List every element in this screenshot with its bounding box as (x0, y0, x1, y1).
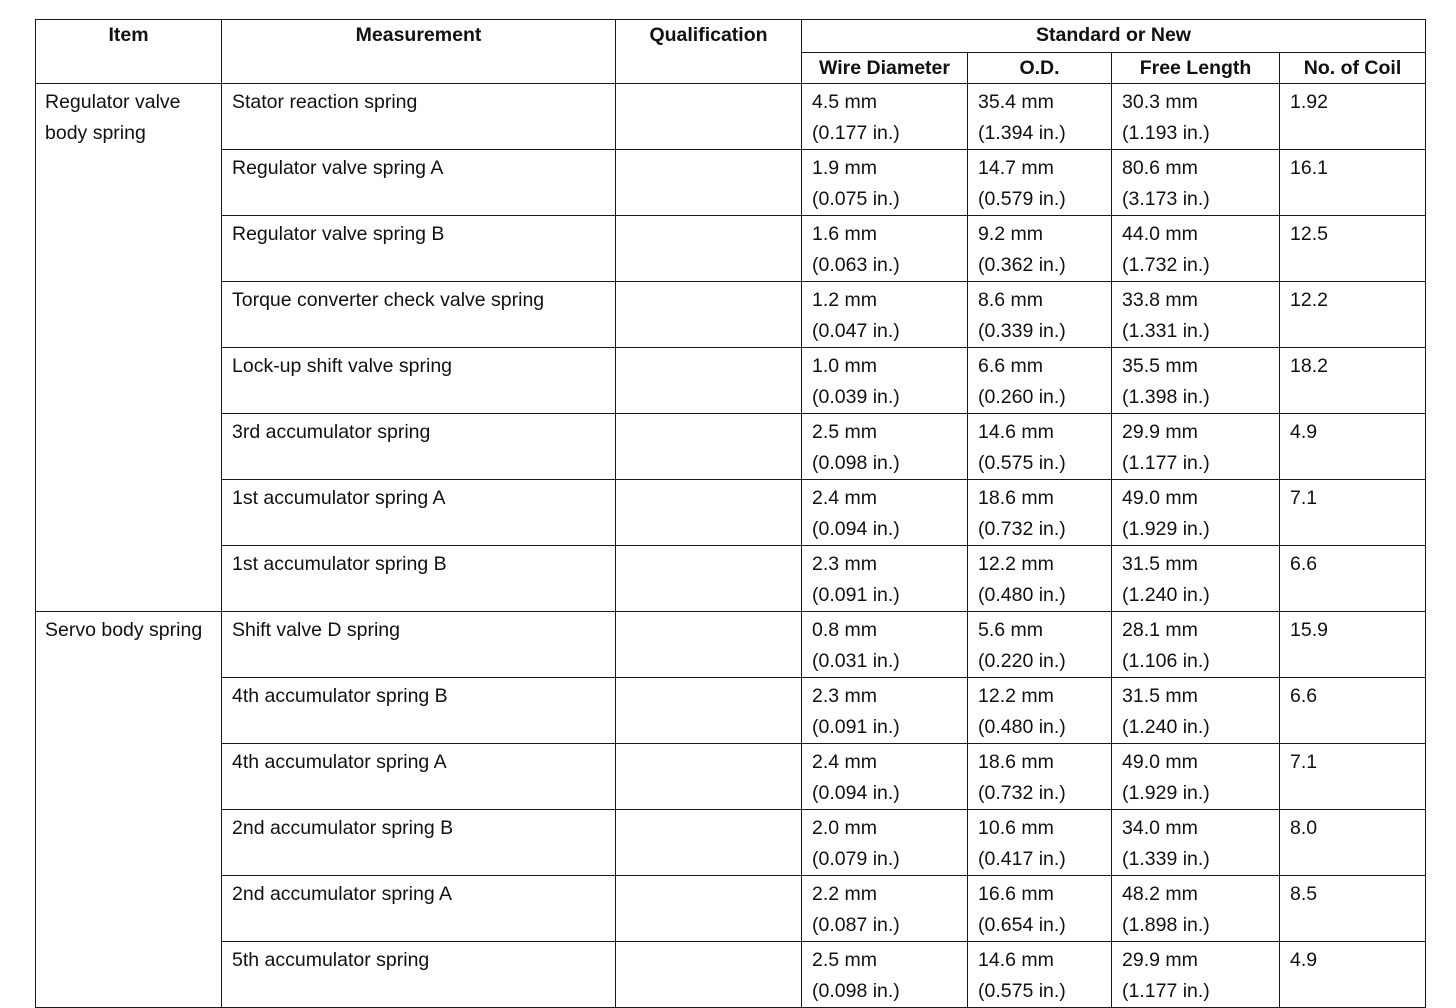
od-cell (968, 942, 1112, 1008)
wire-diameter-in: (0.098 in.) (812, 980, 900, 1002)
free-length-mm: 44.0 mm (1122, 223, 1198, 245)
free-length-mm: 29.9 mm (1122, 949, 1198, 971)
qualification-value (616, 876, 801, 879)
wire-diameter-mm: 4.5 mm (812, 91, 878, 113)
wire-diameter-cell (802, 84, 968, 150)
qualification-cell (616, 876, 802, 942)
qualification-cell (616, 84, 802, 150)
coil-value: 1.92 (1290, 91, 1328, 113)
table-row (36, 480, 1426, 546)
measurement-cell (222, 942, 616, 1008)
od-mm: 5.6 mm (978, 619, 1044, 641)
coil-value: 16.1 (1290, 157, 1328, 179)
measurement-label: Regulator valve spring A (232, 157, 444, 179)
free-length-cell (1112, 480, 1280, 546)
wire-diameter-in: (0.047 in.) (812, 320, 900, 342)
free-length-cell (1112, 744, 1280, 810)
free-length-mm: 29.9 mm (1122, 421, 1198, 443)
coil-value: 7.1 (1290, 751, 1318, 773)
od-cell (968, 744, 1112, 810)
wire-diameter-mm: 2.3 mm (812, 685, 878, 707)
free-length-in: (1.732 in.) (1122, 254, 1210, 276)
wire-diameter-cell (802, 216, 968, 282)
wire-diameter-cell (802, 612, 968, 678)
free-length-mm: 34.0 mm (1122, 817, 1198, 839)
header-free-length: Free Length (1112, 53, 1280, 84)
measurement-cell (222, 876, 616, 942)
od-cell (968, 414, 1112, 480)
measurement-label: Lock-up shift valve spring (232, 355, 453, 377)
measurement-label: 1st accumulator spring B (232, 553, 447, 575)
free-length-mm: 31.5 mm (1122, 553, 1198, 575)
free-length-in: (1.898 in.) (1122, 914, 1210, 936)
qualification-cell (616, 216, 802, 282)
wire-diameter-mm: 2.5 mm (812, 949, 878, 971)
wire-diameter-mm: 1.2 mm (812, 289, 878, 311)
qualification-value (616, 678, 801, 681)
measurement-cell (222, 348, 616, 414)
wire-diameter-mm: 2.0 mm (812, 817, 878, 839)
wire-diameter-cell (802, 282, 968, 348)
table-body (36, 84, 1426, 1008)
free-length-mm: 30.3 mm (1122, 91, 1198, 113)
free-length-in: (1.193 in.) (1122, 122, 1210, 144)
wire-diameter-mm: 2.2 mm (812, 883, 878, 905)
table-row (36, 942, 1426, 1008)
coil-cell (1280, 216, 1426, 282)
qualification-cell (616, 150, 802, 216)
wire-diameter-in: (0.091 in.) (812, 584, 900, 606)
wire-diameter-in: (0.094 in.) (812, 518, 900, 540)
od-in: (0.480 in.) (978, 584, 1066, 606)
wire-diameter-mm: 2.3 mm (812, 553, 878, 575)
measurement-label: Shift valve D spring (232, 619, 400, 641)
free-length-in: (1.106 in.) (1122, 650, 1210, 672)
qualification-value (616, 810, 801, 813)
od-mm: 14.7 mm (978, 157, 1054, 179)
od-cell (968, 348, 1112, 414)
coil-cell (1280, 942, 1426, 1008)
header-item: Item (36, 20, 222, 84)
measurement-label: 4th accumulator spring A (232, 751, 447, 773)
free-length-in: (1.177 in.) (1122, 452, 1210, 474)
table-header (36, 20, 1426, 84)
coil-cell (1280, 546, 1426, 612)
od-mm: 12.2 mm (978, 553, 1054, 575)
coil-cell (1280, 84, 1426, 150)
qualification-cell (616, 480, 802, 546)
qualification-cell (616, 414, 802, 480)
free-length-cell (1112, 84, 1280, 150)
od-cell (968, 480, 1112, 546)
od-mm: 18.6 mm (978, 751, 1054, 773)
wire-diameter-in: (0.031 in.) (812, 650, 900, 672)
measurement-cell (222, 612, 616, 678)
qualification-value (616, 282, 801, 285)
free-length-cell (1112, 216, 1280, 282)
qualification-value (616, 150, 801, 153)
od-mm: 10.6 mm (978, 817, 1054, 839)
wire-diameter-mm: 2.4 mm (812, 751, 878, 773)
coil-cell (1280, 810, 1426, 876)
free-length-in: (1.929 in.) (1122, 518, 1210, 540)
wire-diameter-cell (802, 744, 968, 810)
free-length-cell (1112, 414, 1280, 480)
measurement-cell (222, 282, 616, 348)
qualification-value (616, 612, 801, 615)
table-row (36, 216, 1426, 282)
header-qualification: Qualification (616, 20, 802, 84)
coil-cell (1280, 678, 1426, 744)
header-wire-diameter: Wire Diameter (802, 53, 968, 84)
coil-cell (1280, 744, 1426, 810)
wire-diameter-in: (0.063 in.) (812, 254, 900, 276)
qualification-value (616, 480, 801, 483)
od-in: (0.575 in.) (978, 452, 1066, 474)
wire-diameter-mm: 2.4 mm (812, 487, 878, 509)
od-mm: 18.6 mm (978, 487, 1054, 509)
wire-diameter-mm: 1.6 mm (812, 223, 878, 245)
od-in: (0.220 in.) (978, 650, 1066, 672)
qualification-cell (616, 282, 802, 348)
measurement-cell (222, 744, 616, 810)
od-mm: 14.6 mm (978, 421, 1054, 443)
free-length-in: (1.398 in.) (1122, 386, 1210, 408)
header-od: O.D. (968, 53, 1112, 84)
table-row (36, 876, 1426, 942)
coil-value: 7.1 (1290, 487, 1318, 509)
free-length-cell (1112, 810, 1280, 876)
free-length-mm: 49.0 mm (1122, 751, 1198, 773)
wire-diameter-in: (0.087 in.) (812, 914, 900, 936)
wire-diameter-cell (802, 480, 968, 546)
od-mm: 16.6 mm (978, 883, 1054, 905)
qualification-cell (616, 810, 802, 876)
free-length-in: (1.177 in.) (1122, 980, 1210, 1002)
free-length-cell (1112, 282, 1280, 348)
wire-diameter-mm: 0.8 mm (812, 619, 878, 641)
od-in: (1.394 in.) (978, 122, 1066, 144)
od-mm: 9.2 mm (978, 223, 1044, 245)
coil-value: 4.9 (1290, 949, 1318, 971)
item-label: Servo body spring (45, 619, 203, 641)
qualification-value (616, 84, 801, 87)
free-length-cell (1112, 678, 1280, 744)
wire-diameter-in: (0.177 in.) (812, 122, 900, 144)
measurement-cell (222, 414, 616, 480)
coil-value: 8.5 (1290, 883, 1318, 905)
od-cell (968, 612, 1112, 678)
measurement-label: 5th accumulator spring (232, 949, 430, 971)
coil-cell (1280, 414, 1426, 480)
wire-diameter-in: (0.079 in.) (812, 848, 900, 870)
free-length-cell (1112, 612, 1280, 678)
wire-diameter-in: (0.091 in.) (812, 716, 900, 738)
free-length-mm: 48.2 mm (1122, 883, 1198, 905)
measurement-cell (222, 480, 616, 546)
table-row (36, 348, 1426, 414)
od-cell (968, 84, 1112, 150)
od-cell (968, 282, 1112, 348)
free-length-mm: 35.5 mm (1122, 355, 1198, 377)
qualification-cell (616, 942, 802, 1008)
wire-diameter-in: (0.094 in.) (812, 782, 900, 804)
qualification-value (616, 744, 801, 747)
measurement-cell (222, 84, 616, 150)
table-row (36, 744, 1426, 810)
free-length-in: (3.173 in.) (1122, 188, 1210, 210)
free-length-in: (1.240 in.) (1122, 584, 1210, 606)
measurement-cell (222, 150, 616, 216)
coil-value: 15.9 (1290, 619, 1328, 641)
free-length-mm: 28.1 mm (1122, 619, 1198, 641)
free-length-cell (1112, 546, 1280, 612)
od-cell (968, 810, 1112, 876)
od-mm: 6.6 mm (978, 355, 1044, 377)
measurement-label: 4th accumulator spring B (232, 685, 448, 707)
od-in: (0.575 in.) (978, 980, 1066, 1002)
wire-diameter-cell (802, 150, 968, 216)
wire-diameter-mm: 1.9 mm (812, 157, 878, 179)
measurement-cell (222, 678, 616, 744)
measurement-label: 2nd accumulator spring A (232, 883, 453, 905)
od-in: (0.654 in.) (978, 914, 1066, 936)
qualification-cell (616, 612, 802, 678)
od-cell (968, 150, 1112, 216)
measurement-cell (222, 810, 616, 876)
table-row (36, 150, 1426, 216)
od-mm: 35.4 mm (978, 91, 1054, 113)
od-mm: 14.6 mm (978, 949, 1054, 971)
od-in: (0.732 in.) (978, 782, 1066, 804)
free-length-mm: 80.6 mm (1122, 157, 1198, 179)
free-length-in: (1.339 in.) (1122, 848, 1210, 870)
wire-diameter-mm: 1.0 mm (812, 355, 878, 377)
qualification-value (616, 414, 801, 417)
spring-spec-table (35, 19, 1426, 1008)
measurement-label: Torque converter check valve spring (232, 289, 545, 311)
coil-value: 6.6 (1290, 553, 1318, 575)
wire-diameter-cell (802, 678, 968, 744)
od-cell (968, 216, 1112, 282)
free-length-cell (1112, 150, 1280, 216)
free-length-mm: 49.0 mm (1122, 487, 1198, 509)
free-length-in: (1.929 in.) (1122, 782, 1210, 804)
table-row (36, 612, 1426, 678)
wire-diameter-cell (802, 414, 968, 480)
free-length-cell (1112, 348, 1280, 414)
measurement-label: 3rd accumulator spring (232, 421, 431, 443)
table-row (36, 414, 1426, 480)
od-mm: 8.6 mm (978, 289, 1044, 311)
header-measurement: Measurement (222, 20, 616, 84)
wire-diameter-in: (0.098 in.) (812, 452, 900, 474)
coil-cell (1280, 876, 1426, 942)
coil-cell (1280, 348, 1426, 414)
measurement-cell (222, 216, 616, 282)
qualification-cell (616, 744, 802, 810)
free-length-cell (1112, 876, 1280, 942)
qualification-cell (616, 546, 802, 612)
coil-value: 4.9 (1290, 421, 1318, 443)
wire-diameter-cell (802, 876, 968, 942)
od-in: (0.480 in.) (978, 716, 1066, 738)
od-in: (0.339 in.) (978, 320, 1066, 342)
free-length-mm: 31.5 mm (1122, 685, 1198, 707)
qualification-value (616, 216, 801, 219)
table-row (36, 84, 1426, 150)
wire-diameter-cell (802, 942, 968, 1008)
qualification-cell (616, 678, 802, 744)
measurement-label: Stator reaction spring (232, 91, 418, 113)
wire-diameter-cell (802, 348, 968, 414)
measurement-label: 1st accumulator spring A (232, 487, 446, 509)
coil-value: 8.0 (1290, 817, 1318, 839)
wire-diameter-in: (0.039 in.) (812, 386, 900, 408)
table-row (36, 282, 1426, 348)
od-in: (0.260 in.) (978, 386, 1066, 408)
coil-value: 12.2 (1290, 289, 1328, 311)
free-length-in: (1.331 in.) (1122, 320, 1210, 342)
qualification-cell (616, 348, 802, 414)
item-cell (36, 612, 222, 1008)
wire-diameter-mm: 2.5 mm (812, 421, 878, 443)
wire-diameter-cell (802, 810, 968, 876)
coil-cell (1280, 150, 1426, 216)
coil-cell (1280, 480, 1426, 546)
free-length-mm: 33.8 mm (1122, 289, 1198, 311)
table-row (36, 678, 1426, 744)
od-in: (0.732 in.) (978, 518, 1066, 540)
coil-cell (1280, 612, 1426, 678)
wire-diameter-in: (0.075 in.) (812, 188, 900, 210)
measurement-label: 2nd accumulator spring B (232, 817, 454, 839)
wire-diameter-cell (802, 546, 968, 612)
od-in: (0.579 in.) (978, 188, 1066, 210)
measurement-label: Regulator valve spring B (232, 223, 445, 245)
coil-value: 12.5 (1290, 223, 1328, 245)
measurement-cell (222, 546, 616, 612)
free-length-cell (1112, 942, 1280, 1008)
od-in: (0.417 in.) (978, 848, 1066, 870)
od-in: (0.362 in.) (978, 254, 1066, 276)
od-cell (968, 876, 1112, 942)
qualification-value (616, 942, 801, 945)
coil-cell (1280, 282, 1426, 348)
header-standard-or-new: Standard or New (802, 20, 1426, 53)
free-length-in: (1.240 in.) (1122, 716, 1210, 738)
item-label: Regulator valve body spring (45, 91, 181, 144)
coil-value: 6.6 (1290, 685, 1318, 707)
table-row (36, 810, 1426, 876)
coil-value: 18.2 (1290, 355, 1328, 377)
od-cell (968, 546, 1112, 612)
item-cell (36, 84, 222, 612)
header-no-of-coil: No. of Coil (1280, 53, 1426, 84)
qualification-value (616, 546, 801, 549)
od-mm: 12.2 mm (978, 685, 1054, 707)
od-cell (968, 678, 1112, 744)
qualification-value (616, 348, 801, 351)
table-row (36, 546, 1426, 612)
